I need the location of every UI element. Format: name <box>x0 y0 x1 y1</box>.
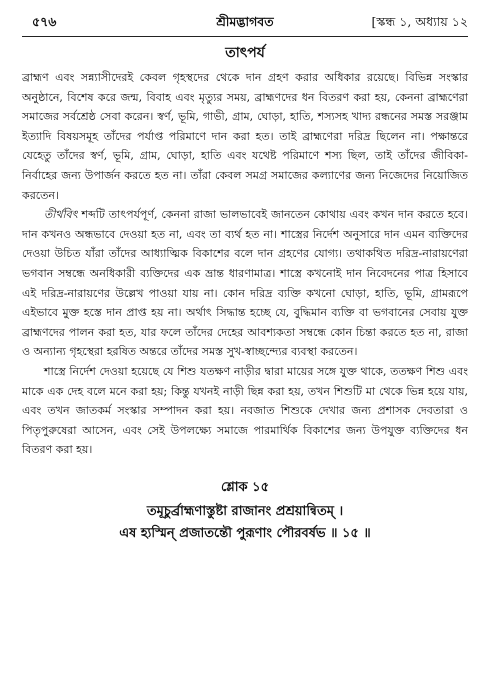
purport-paragraph-2 <box>22 205 468 362</box>
page-number: ৫৭৬ <box>32 14 57 29</box>
chapter-reference: [স্কন্ধ ১, অধ্যায় ১২ <box>371 14 468 29</box>
page-header <box>22 14 468 36</box>
paragraph-2-lead-word: তীর্থবিৎ <box>44 208 78 222</box>
purport-paragraph-1: ব্রাহ্মণ এবং সন্ন্যাসীদেরই কেবল গৃহস্থদের থেকে দান গ্রহণ করার অধিকার রয়েছে। বিভিন্ন সংস্কার অনুষ্ঠানে, বিশেষ করে জন্ম, বিবাহ এবং মৃত্যুর সময়, ব্রাহ্মণদের ধন বিতরণ করা হয়, কেননা ব্রাহ্মণেরা সমাজের সর্বশ্রেষ্ঠ সেবা করেন। স্বর্ণ, ভূমি, গাভী, গ্রাম, ঘোড়া, হাতি, শস্যসহ খাদ্য রন্ধনের সমস্ত সরঞ্জাম ইত্যাদি বিষয়সমূহ তাঁদের পর্যাপ্ত পরিমাণে দান করা হত। তাই ব্রাহ্মণেরা দরিদ্র ছিলেন না। পক্ষান্তরে যেহেতু তাঁদের স্বর্ণ, ভূমি, গ্রাম, ঘোড়া, হাতি এবং যথেষ্ট পরিমাণে শস্য ছিল, তাই তাঁদের জীবিকা-নির্বাহের জন্য উপার্জন করতে হত না। তাঁরা কেবল সমগ্র সমাজের কল্যাণের জন্য নিজেদের নিয়োজিত করতেন। <box>22 71 468 202</box>
purport-title: তাৎপর্য <box>225 45 265 61</box>
paragraph-2-text: শব্দটি তাৎপর্যপূর্ণ, কেননা রাজা ভালভাবেই জানতেন কোথায় এবং কখন দান করতে হবে। দান কখনও অন্ধভাবে দেওয়া হত না, এবং তা ব্যর্থ হত না। শাস্ত্রের নির্দেশ অনুসারে দান এমন ব্যক্তিদের দেওয়া উচিত যাঁরা তাঁদের আধ্যাত্মিক বিকাশের বলে দান গ্রহণের যোগ্য। তথাকথিত দরিদ্র-নারায়ণেরা ভগবান সম্বন্ধে অনধিকারী ব্যক্তিদের এক ভ্রান্ত ধারণামাত্র। শাস্ত্রে কখনোই দান নিবেদনের পাত্র হিসাবে এই দরিদ্র-নারায়ণের উল্লেখ পাওয়া যায় না। কোন দরিদ্র ব্যক্তি কখনো ঘোড়া, হাতি, ভূমি, গ্রামরূপে এইভাবে মুক্ত হস্তে দান প্রাপ্ত হয় না। অর্থাৎ সিদ্ধান্ত হচ্ছে যে, বুদ্ধিমান ব্যক্তি বা ভগবানের সেবায় যুক্ত ব্রাহ্মণদের পালন করা হত, যার ফলে তাঁদের দেহের আবশ্যকতা সম্বন্ধে কোন চিন্তা করতে হত না, রাজা ও অন্যান্য গৃহস্থেরা হরষিত অন্তরে তাঁদের সমস্ত সুখ-স্বাচ্ছন্দ্যের ব্যবস্থা করতেন। <box>22 208 468 359</box>
verse-line-1: তমূচুর্ব্রাহ্মণাস্তুষ্টা রাজানং প্রশ্রয়ান্বিতম্ । <box>146 503 344 519</box>
verse-line-2: এষ হ্যস্মিন্ প্রজাতন্তৌ পুরূণাং পৌরবর্ষভ ॥ ১৫ ॥ <box>119 525 371 541</box>
purport-paragraph-3: শাস্ত্রে নির্দেশ দেওয়া হয়েছে যে শিশু যতক্ষণ নাড়ীর দ্বারা মায়ের সঙ্গে যুক্ত থাকে, ততক্ষণ শিশু এবং মাকে এক দেহ বলে মনে করা হয়; কিন্তু যখনই নাড়ী ছিন্ন করা হয়, তখন শিশুটি মা থেকে ভিন্ন হয়ে যায়, এবং তখন জাতকর্ম সংস্কার সম্পাদন করা হয়। নবজাত শিশুকে দেখার জন্য প্রশাসক দেবতারা ও পিতৃপুরুষেরা আসেন, এবং সেই উপলক্ষ্যে সমাজে পারমার্থিক বিকাশের জন্য উপযুক্ত ব্যক্তিদের ধন বিতরণ করা হয়। <box>22 364 468 457</box>
book-page <box>22 14 468 674</box>
book-title: শ্রীমদ্ভাগবত <box>216 14 274 29</box>
header-divider <box>22 36 468 37</box>
verse-heading: শ্লোক ১৫ <box>220 479 270 495</box>
